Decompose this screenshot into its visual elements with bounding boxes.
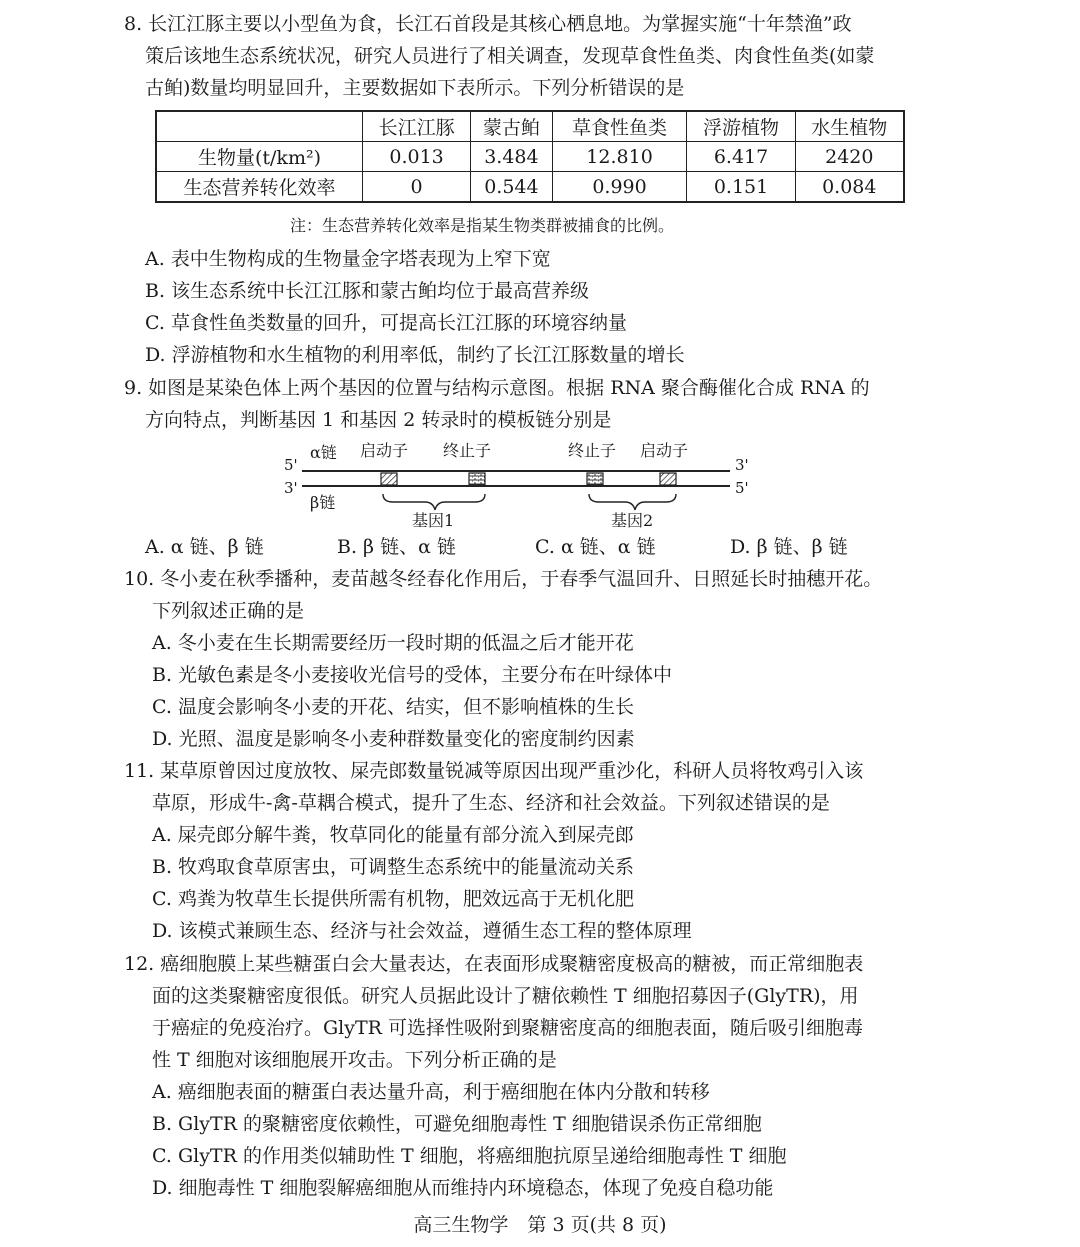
q10-stem-line-2: 下列叙述正确的是 bbox=[152, 600, 305, 622]
promoter1-box bbox=[381, 473, 397, 485]
gene-diagram bbox=[280, 438, 760, 530]
three-prime-right: 3' bbox=[735, 456, 749, 474]
promoter1-label: 启动子 bbox=[360, 441, 409, 460]
q12-stem-line-3: 于癌症的免疫治疗。GlyTR 可选择性吸附到聚糖密度高的细胞表面，随后吸引细胞毒 bbox=[152, 1017, 864, 1039]
q11-option-d: D. 该模式兼顾生态、经济与社会效益，遵循生态工程的整体原理 bbox=[152, 920, 692, 942]
q12-option-d: D. 细胞毒性 T 细胞裂解癌细胞从而维持内环境稳态，体现了免疫自稳功能 bbox=[152, 1177, 774, 1199]
q12-option-c: C. GlyTR 的作用类似辅助性 T 细胞，将癌细胞抗原呈递给细胞毒性 T 细胞 bbox=[152, 1145, 787, 1167]
table-cell: 3.484 bbox=[471, 142, 552, 172]
table-cell: 0.151 bbox=[687, 172, 795, 203]
promoter2-box bbox=[660, 473, 676, 485]
promoter2-label: 启动子 bbox=[640, 441, 689, 460]
q8-option-d: D. 浮游植物和水生植物的利用率低，制约了长江江豚数量的增长 bbox=[145, 344, 685, 366]
table-cell: 0.084 bbox=[795, 172, 904, 203]
q8-stem-line-3: 古鲌)数量均明显回升，主要数据如下表所示。下列分析错误的是 bbox=[145, 77, 685, 99]
five-prime-right: 5' bbox=[735, 479, 749, 497]
q9-option-d: D. β 链、β 链 bbox=[730, 536, 848, 558]
table-header-cell bbox=[156, 111, 363, 142]
terminator2-label: 终止子 bbox=[568, 441, 617, 460]
table-header-cell: 水生植物 bbox=[795, 111, 904, 142]
table-cell: 0.990 bbox=[552, 172, 687, 203]
q10-option-a: A. 冬小麦在生长期需要经历一段时期的低温之后才能开花 bbox=[152, 632, 634, 654]
q8-stem-line-2: 策后该地生态系统状况，研究人员进行了相关调查，发现草食性鱼类、肉食性鱼类(如蒙 bbox=[145, 45, 875, 67]
terminator1-label: 终止子 bbox=[443, 441, 492, 460]
gene1-label: 基因1 bbox=[412, 511, 455, 530]
q10-option-c: C. 温度会影响冬小麦的开花、结实，但不影响植株的生长 bbox=[152, 696, 634, 718]
beta-label: β链 bbox=[310, 493, 336, 512]
table-cell: 生物量(t/km²) bbox=[156, 142, 363, 172]
table-cell: 0 bbox=[363, 172, 471, 203]
q12-stem-line-4: 性 T 细胞对该细胞展开攻击。下列分析正确的是 bbox=[152, 1049, 557, 1071]
five-prime-left: 5' bbox=[284, 456, 298, 474]
table-row bbox=[156, 172, 904, 203]
biomass-table bbox=[155, 110, 905, 203]
q9-stem-line-1: 9. 如图是某染色体上两个基因的位置与结构示意图。根据 RNA 聚合酶催化合成 RNA 的 bbox=[124, 377, 870, 399]
table-header-cell: 蒙古鲌 bbox=[471, 111, 552, 142]
terminator2-box bbox=[587, 473, 603, 485]
q11-option-a: A. 屎壳郎分解牛粪，牧草同化的能量有部分流入到屎壳郎 bbox=[152, 824, 634, 846]
table-header-row bbox=[156, 111, 904, 142]
gene1-brace bbox=[383, 494, 485, 510]
q11-stem-line-1: 11. 某草原曾因过度放牧、屎壳郎数量锐减等原因出现严重沙化，科研人员将牧鸡引入该 bbox=[124, 760, 864, 782]
table-note: 注：生态营养转化效率是指某生物类群被捕食的比例。 bbox=[290, 216, 675, 235]
q11-option-c: C. 鸡粪为牧草生长提供所需有机物，肥效远高于无机化肥 bbox=[152, 888, 634, 910]
q12-option-b: B. GlyTR 的聚糖密度依赖性，可避免细胞毒性 T 细胞错误杀伤正常细胞 bbox=[152, 1113, 762, 1135]
q10-option-d: D. 光照、温度是影响冬小麦种群数量变化的密度制约因素 bbox=[152, 728, 635, 750]
q12-option-a: A. 癌细胞表面的糖蛋白表达量升高，利于癌细胞在体内分散和转移 bbox=[152, 1081, 710, 1103]
table-cell: 0.013 bbox=[363, 142, 471, 172]
q9-option-a: A. α 链、β 链 bbox=[145, 536, 264, 558]
q8-option-a: A. 表中生物构成的生物量金字塔表现为上窄下宽 bbox=[145, 248, 551, 270]
gene2-brace bbox=[589, 494, 676, 510]
table-header-cell: 长江江豚 bbox=[363, 111, 471, 142]
q9-option-b: B. β 链、α 链 bbox=[337, 536, 456, 558]
table-row bbox=[156, 142, 904, 172]
table-header-cell: 浮游植物 bbox=[687, 111, 795, 142]
q10-stem-line-1: 10. 冬小麦在秋季播种，麦苗越冬经春化作用后，于春季气温回升、日照延长时抽穗开花。 bbox=[124, 568, 883, 590]
q11-stem-line-2: 草原，形成牛-禽-草耦合模式，提升了生态、经济和社会效益。下列叙述错误的是 bbox=[152, 792, 830, 814]
gene2-label: 基因2 bbox=[611, 511, 654, 530]
table-cell: 6.417 bbox=[687, 142, 795, 172]
q8-option-b: B. 该生态系统中长江江豚和蒙古鲌均位于最高营养级 bbox=[145, 280, 590, 302]
q11-option-b: B. 牧鸡取食草原害虫，可调整生态系统中的能量流动关系 bbox=[152, 856, 635, 878]
q8-option-c: C. 草食性鱼类数量的回升，可提高长江江豚的环境容纳量 bbox=[145, 312, 627, 334]
table-cell: 0.544 bbox=[471, 172, 552, 203]
q12-stem-line-1: 12. 癌细胞膜上某些糖蛋白会大量表达，在表面形成聚糖密度极高的糖被，而正常细胞表 bbox=[124, 953, 864, 975]
q12-stem-line-2: 面的这类聚糖密度很低。研究人员据此设计了糖依赖性 T 细胞招募因子(GlyTR)，用 bbox=[152, 985, 859, 1007]
q8-stem-line-1: 8. 长江江豚主要以小型鱼为食，长江石首段是其核心栖息地。为掌握实施“十年禁渔”政 bbox=[124, 13, 852, 35]
table-header-cell: 草食性鱼类 bbox=[552, 111, 687, 142]
alpha-label: α链 bbox=[310, 443, 337, 462]
table-cell: 12.810 bbox=[552, 142, 687, 172]
page-footer: 高三生物学 第 3 页(共 8 页) bbox=[413, 1214, 667, 1236]
table-cell: 生态营养转化效率 bbox=[156, 172, 363, 203]
q10-option-b: B. 光敏色素是冬小麦接收光信号的受体，主要分布在叶绿体中 bbox=[152, 664, 673, 686]
terminator1-box bbox=[469, 473, 485, 485]
q9-stem-line-2: 方向特点，判断基因 1 和基因 2 转录时的模板链分别是 bbox=[145, 409, 612, 431]
table-cell: 2420 bbox=[795, 142, 904, 172]
q9-option-c: C. α 链、α 链 bbox=[535, 536, 656, 558]
three-prime-left: 3' bbox=[284, 479, 298, 497]
